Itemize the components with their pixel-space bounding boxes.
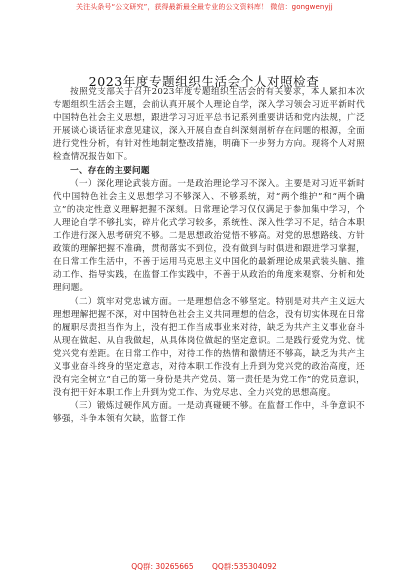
paragraph-intro: 按照党支部关于召开2023年度专题组织生活会的有关要求，本人紧扣本次专题组织生活会主题，会前认真开展个人理论自学，深入学习领会习近平新时代中国特色社会主义思想，跟进学习习近平总书记系列重要讲话和党内法规，广泛开展谈心谈话征求意见建议，深入开展自查自纠深刻剖析存在问题的根源，全面进行党性分析，有针对性地制定整改措施，明确下一步努力方向。现将个人对照检查情况报告如下。 (53, 87, 365, 163)
document-body (53, 86, 365, 426)
section-heading: 一、存在的主要问题 (70, 165, 150, 176)
footer-qq-group-2: QQ群:535304092 (212, 562, 277, 571)
banner-text: 关注头条号“公文研究”，获得最新最全最专业的公文资料库！ 微信：gongwenyjj (76, 3, 333, 11)
paragraph-section-2: （二）筑牢对党忠诚方面。一是理想信念不够坚定。特别是对共产主义远大理想理解把握不深，对中国特色社会主义共同理想的信念，没有切实体现在日常的履职尽责担当作为上，没有把工作当成事业来对待，缺乏为共产主义事业奋斗从现在做起、从自我做起，从具体岗位做起的坚定意识。二是践行爱党为党、忧党兴党有差距。在日常工作中，对待工作的热情和激情还不够高，缺乏为共产主义事业奋斗终身的坚定意志，对待本职工作没有上升到为党兴党的政治高度，还没有完全树立“自己的第一身份是共产党员、第一责任是为党工作”的党员意识，没有把干好本职工作上升到为党工作、为党尽忠、全力兴党的思想高度。 (53, 296, 365, 399)
paragraph-section-3: （三）锻炼过硬作风方面。一是动真碰硬不够。在监督工作中，斗争意识不够强，斗争本领有欠缺，监督工作 (53, 401, 365, 425)
footer-qq-group-1: QQ群: 30265665 (131, 562, 194, 571)
paragraph-section-1: （一）深化理论武装方面。一是政治理论学习不深入。主要是对习近平新时代中国特色社会主义思想学习不够深入、不够系统，对“两个维护”和“两个确立”的决定性意义理解把握不深刻。日常理论学习仅仅满足于参加集中学习，个人理论自学不够扎实，碎片化式学习较多，系统性、深入性学习不足，结合本职工作进行深入思考研究不够。二是思想政治觉悟不够高。对党的思想路线、方针政策的理解把握不准确，贯彻落实不到位，没有做到与时俱进和跟进学习掌握，在日常工作生活中，不善于运用马克思主义中国化的最新理论成果武装头脑、推动工作、指导实践，在监督工作实践中，不善于从政治的角度来观察、分析和处理问题。 (53, 178, 365, 294)
header-banner (0, 0, 408, 18)
footer-contact (0, 561, 408, 572)
document-title: 2023年度专题组织生活会个人对照检查 (88, 74, 320, 89)
